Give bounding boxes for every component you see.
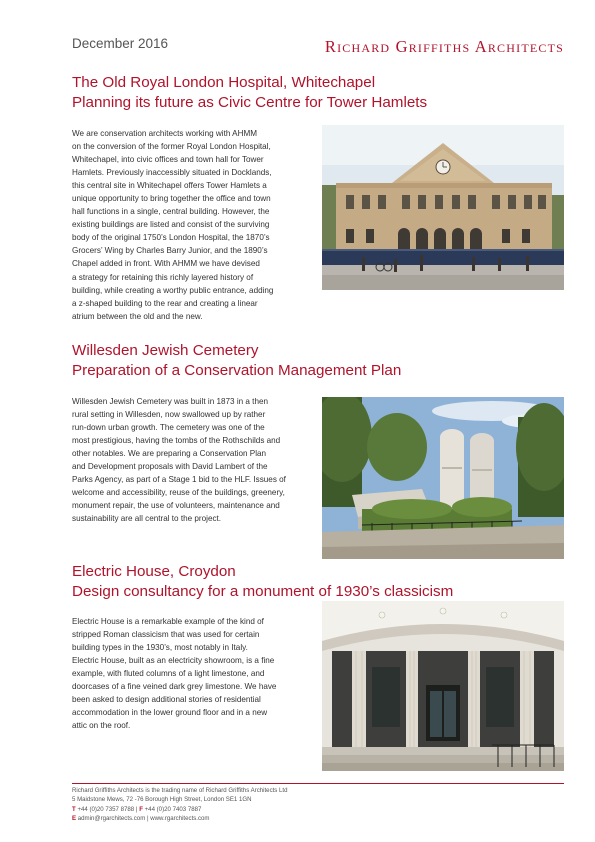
footer-website[interactable]: www.rgarchitects.com (150, 815, 210, 823)
email-label: E (72, 815, 77, 823)
phone-label: T (72, 805, 76, 813)
body-line: existing buildings are listed and consist of the surviving (72, 220, 270, 230)
body-line: unique opportunity to bring together the office and town (72, 194, 271, 204)
body-line: attic on the roof. (72, 721, 131, 731)
body-line: Chapel added in front. With AHMM we have devised (72, 259, 260, 269)
section-subtitle: Planning its future as Civic Centre for Tower Hamlets (72, 94, 428, 111)
fax-label: F (139, 805, 143, 813)
body-line: a strategy for retaining this richly layered history of (72, 272, 254, 282)
body-line: doorcases of a fine veined dark grey limestone. We have (72, 682, 277, 692)
section-royal-london-hospital (72, 73, 564, 333)
body-line: sustainability are all central to the project. (72, 514, 222, 524)
page-footer (72, 786, 288, 824)
body-line: a z-shaped building to the rear and creating a linear (72, 298, 258, 308)
section-subtitle: Design consultancy for a monument of 1930’s classicism (72, 583, 454, 600)
section-heading (72, 562, 564, 602)
body-line: building types in the 1930’s, most notably in Italy. (72, 643, 248, 653)
footer-address: 5 Maidstone Mews, 72 -76 Borough High Street, London SE1 1GN (72, 796, 252, 804)
body-line: Parks Agency, as part of a Stage 1 bid to the HLF. Issues of (72, 475, 286, 485)
body-line: We are conservation architects working with AHMM (72, 129, 257, 138)
footer-fax: +44 (0)20 7403 7887 (144, 805, 202, 813)
hospital-photo (322, 125, 564, 290)
section-body (72, 395, 324, 525)
body-line: most prestigious, having the tombs of the Rothschilds and (72, 436, 281, 446)
section-body (72, 615, 324, 732)
body-line: been asked to design additional stories of residential (72, 695, 261, 705)
section-title: Electric House, Croydon (72, 563, 236, 580)
footer-email[interactable]: admin@rgarchitects.com (77, 815, 146, 823)
section-willesden-cemetery (72, 341, 564, 561)
footer-contact: E admin@rgarchitects.com | www.rgarchitects.com (72, 815, 210, 823)
body-line: Hamlets. Previously inaccessibly situated in Docklands, (72, 168, 272, 178)
footer-phone: +44 (0)20 7357 8788 (77, 805, 135, 813)
body-line: Willesden Jewish Cemetery was built in 1873 in a then (72, 397, 268, 406)
body-line: other notables. We are preparing a Conservation Plan (72, 449, 267, 459)
body-line: Electric House is a remarkable example of the kind of (72, 617, 264, 626)
footer-divider (72, 783, 564, 784)
body-line: hall functions in a single, central building. However, the (72, 207, 270, 217)
cemetery-photo (322, 397, 564, 559)
body-line: body of the original 1750’s London Hospital, the 1870’s (72, 233, 270, 243)
section-electric-house (72, 562, 564, 782)
section-heading (72, 341, 564, 381)
section-subtitle: Preparation of a Conservation Management Plan (72, 362, 402, 379)
body-line: atrium between the old and the new. (72, 311, 203, 321)
body-line: this central site in Whitechapel offers Tower Hamlets a (72, 181, 267, 191)
body-line: on the conversion of the former Royal London Hospital, (72, 142, 271, 152)
body-line: Electric House, built as an electricity showroom, is a fine (72, 656, 275, 666)
section-title: The Old Royal London Hospital, Whitechapel (72, 74, 376, 91)
body-line: and Development proposals with David Lambert of the (72, 462, 268, 472)
section-body (72, 127, 324, 323)
body-line: Grocers’ Wing by Charles Barry Junior, and the 1890’s (72, 246, 268, 256)
footer-phone-fax: T +44 (0)20 7357 8788 | F +44 (0)20 7403 7887 (72, 805, 202, 813)
body-line: Whitechapel, into civic offices and town hall for Tower (72, 155, 264, 165)
body-line: welcome and accessibility, reuse of the buildings, greenery, (72, 488, 285, 498)
section-heading (72, 73, 564, 113)
body-line: stripped Roman classicism that was used for certain (72, 630, 260, 640)
body-line: run-down urban growth. The cemetery was one of the (72, 423, 265, 433)
body-line: accommodation in the lower ground floor and in a new (72, 708, 268, 718)
body-line: example, with fluted columns of a light limestone, and (72, 669, 265, 679)
body-line: building, while creating a worthy public entrance, adding (72, 285, 274, 295)
electric-house-photo (322, 601, 564, 771)
page-date: December 2016 (72, 36, 169, 51)
section-title: Willesden Jewish Cemetery (72, 342, 259, 359)
footer-trading-name: Richard Griffiths Architects is the trading name of Richard Griffiths Architects Ltd (72, 787, 288, 794)
body-line: rural setting in Willesden, now swallowed up by rather (72, 410, 266, 420)
body-line: monument repair, the use of volunteers, maintenance and (72, 501, 280, 511)
firm-name: Richard Griffiths Architects (324, 37, 564, 56)
